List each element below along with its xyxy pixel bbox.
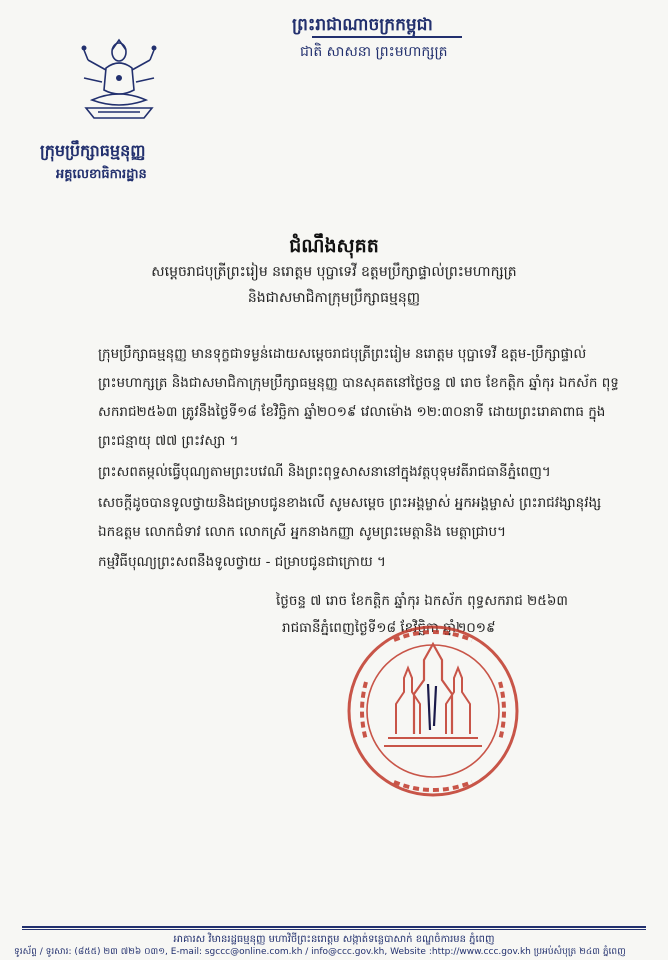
body-paragraph-4 (98, 548, 620, 577)
paragraph-1-text: ក្រុមប្រឹក្សាធម្មនុញ្ញ មានទុក្ខជាទម្ងន់ដោយសម្តេចរាជបុត្រីព្រះរៀម នរោត្តម បុប្ផាទេវី ឧត្តម-ប្រឹក្សាផ្ទាល់ព្រះមហាក្សត្រ និងជាសមាជិកាក្រុមប្រឹក្សាធម្មនុញ្ញ បានសុគតនៅថ្ងៃចន្ទ ៧ រោច ខែកត្តិក ឆ្នាំកុរ ឯកស័ក ពុទ្ធសករាជ២៥៦៣ ត្រូវនឹងថ្ងៃទី១៨ ខែវិច្ឆិកា ឆ្នាំ២០១៩ វេលាម៉ោង ១២:៣០នាទី ដោយព្រះរោគាពាធ ក្នុងព្រះជន្មាយុ ៧៧ ព្រះវស្សា ។ (98, 346, 619, 449)
subtitle-line-1: សម្តេចរាជបុត្រីព្រះរៀម នរោត្តម បុប្ផាទេវី ឧត្តមប្រឹក្សាផ្ទាល់ព្រះមហាក្សត្រ (151, 264, 517, 280)
footer-divider (22, 926, 646, 928)
subtitle-line-2: និងជាសមាជិកាក្រុមប្រឹក្សាធម្មនុញ្ញ (247, 290, 421, 306)
footer-address: អាគារស វិមានរដ្ឋធម្មនុញ្ញ មហាវិថីព្រះនរោត្តម សង្កាត់ទន្លេបាសាក់ ខណ្ឌចំការមន ភ្នំពេញ (173, 934, 495, 945)
secretariat-name: អគ្គលេខាធិការដ្ឋាន (56, 167, 147, 182)
kingdom-heading: ព្រះរាជាណាចក្រកម្ពុជា (292, 15, 433, 35)
body-paragraph-2 (98, 458, 620, 487)
official-seal-icon (344, 622, 522, 800)
council-emblem-icon (78, 38, 160, 126)
lunar-date: ថ្ងៃចន្ទ ៧ រោច ខែកត្តិក ឆ្នាំកុរ ឯកស័ក ពុទ្ធសករាជ ២៥៦៣ (276, 593, 568, 609)
body-paragraph-1 (98, 340, 620, 456)
motto-divider (312, 36, 462, 38)
paragraph-4-text: កម្មវិធីបុណ្យព្រះសពនឹងទូលថ្វាយ - ជម្រាបជូនជាក្រោយ ។ (98, 554, 386, 570)
footer-divider-thin (22, 929, 646, 930)
announcement-title: ជំណឹងសុគត (289, 235, 379, 257)
solar-date: រាជធានីភ្នំពេញថ្ងៃទី១៨ ខែវិច្ឆិកា ឆ្នាំ២០១៩ (282, 620, 496, 636)
body-paragraph-3 (98, 489, 620, 547)
council-name: ក្រុមប្រឹក្សាធម្មនុញ្ញ (40, 141, 146, 160)
national-motto: ជាតិ សាសនា ព្រះមហាក្សត្រ (300, 44, 448, 60)
footer-contact: ទូរស័ព្ទ / ទូរសារ: (៨៥៥) ២៣ ៧២៦ ០៣១, E-mail: sgccc@online.com.kh / info@ccc.gov.kh, Website :http://www.ccc.gov.kh ប្រអប់សំបុត្រ ២៤៣ ភ្នំពេញ (14, 947, 626, 957)
paragraph-3-text: សេចក្តីដូចបានទូលថ្វាយនិងជម្រាបជូនខាងលើ សូមសម្តេច ព្រះអង្គម្ចាស់ អ្នកអង្គម្ចាស់ ព្រះរាជវង្សានុវង្ស ឯកឧត្តម លោកជំទាវ លោក លោកស្រី អ្នកនាងកញ្ញា សូមព្រះមេត្តានិង មេត្តាជ្រាប។ (98, 495, 602, 540)
paragraph-2-text: ព្រះសពតម្កល់ធ្វើបុណ្យតាមព្រះបវេណី និងព្រះពុទ្ធសាសនានៅក្នុងវត្តបុទុមវតីរាជធានីភ្នំពេញ។ (98, 464, 551, 480)
